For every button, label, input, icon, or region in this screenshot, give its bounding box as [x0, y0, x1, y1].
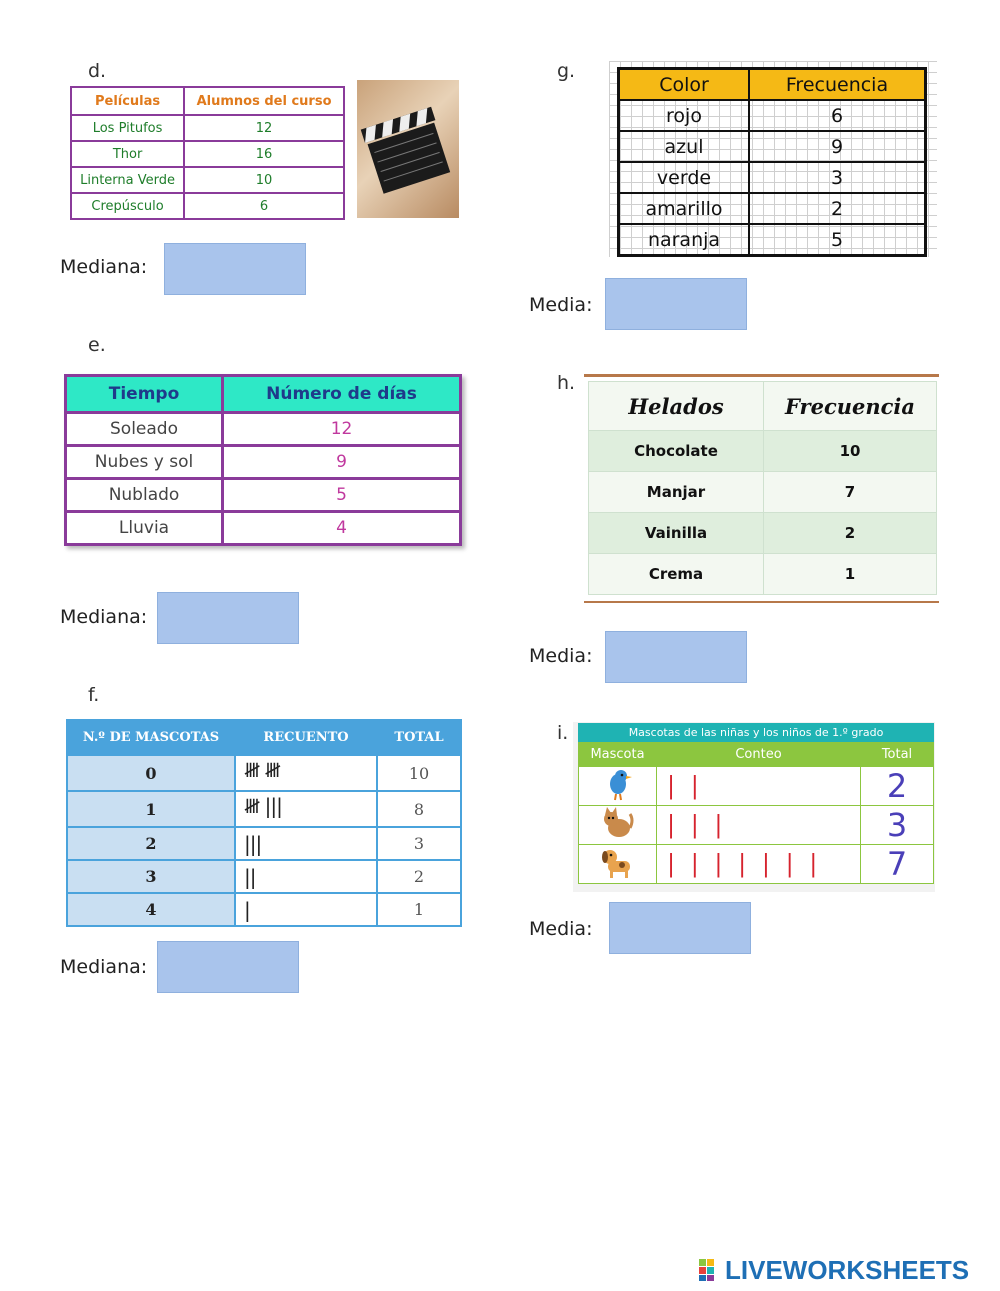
table-row — [619, 131, 926, 162]
table-cell: 3 — [749, 162, 926, 193]
tally-marks: || — [235, 860, 377, 893]
table-cell: 5 — [223, 479, 461, 512]
divider — [584, 601, 939, 603]
table-cell: Manjar — [589, 472, 764, 513]
exercise-g-letter: g. — [557, 60, 576, 82]
table-row — [589, 554, 937, 595]
table-row — [579, 767, 934, 806]
table-row — [619, 100, 926, 131]
table-g-header-frequency: Frecuencia — [749, 69, 926, 101]
table-cell: 9 — [223, 446, 461, 479]
table-row — [619, 162, 926, 193]
table-cell: verde — [619, 162, 750, 193]
answer-label-f: Mediana: — [60, 956, 148, 978]
cat-icon — [579, 806, 657, 845]
table-row — [71, 115, 344, 141]
table-row — [579, 806, 934, 845]
table-h — [588, 381, 937, 595]
tally-marks: | | | | | | | — [657, 845, 861, 884]
table-cell: Vainilla — [589, 513, 764, 554]
table-cell: 2 — [749, 193, 926, 224]
tally-marks: | | | — [657, 806, 861, 845]
answer-label-d: Mediana: — [60, 256, 148, 278]
table-h-header-ice-cream: Helados — [589, 382, 764, 431]
exercise-e-letter: e. — [88, 334, 106, 356]
table-cell: Crepúsculo — [71, 193, 184, 219]
table-f-header-pets: N.º DE MASCOTAS — [67, 720, 235, 755]
table-g — [617, 67, 927, 257]
table-row — [67, 893, 461, 926]
table-cell: 10 — [184, 167, 344, 193]
table-i-title: Mascotas de las niñas y los niños de 1.º grado — [578, 723, 934, 742]
exercise-h-letter: h. — [557, 372, 576, 394]
table-g-header-color: Color — [619, 69, 750, 101]
answer-input-f[interactable] — [157, 941, 299, 993]
divider — [584, 374, 939, 377]
tally-marks: ||| — [235, 827, 377, 860]
table-cell: 9 — [749, 131, 926, 162]
table-cell: 4 — [67, 893, 235, 926]
dog-icon — [579, 845, 657, 884]
table-row — [67, 860, 461, 893]
table-row — [66, 479, 461, 512]
logo-text: LIVEWORKSHEETS — [725, 1255, 970, 1285]
bird-icon — [579, 767, 657, 806]
table-cell: 1 — [377, 893, 461, 926]
table-cell: 3 — [861, 806, 934, 845]
answer-label-i: Media: — [529, 918, 593, 940]
table-cell: naranja — [619, 224, 750, 256]
table-row — [66, 446, 461, 479]
table-cell: 3 — [67, 860, 235, 893]
table-cell: 8 — [377, 791, 461, 827]
table-f — [66, 719, 462, 927]
table-row — [589, 472, 937, 513]
table-cell: 12 — [223, 413, 461, 446]
exercise-i-letter: i. — [557, 722, 569, 744]
table-i-header-count: Conteo — [657, 743, 861, 767]
table-cell: 6 — [184, 193, 344, 219]
table-cell: 2 — [377, 860, 461, 893]
table-row — [67, 755, 461, 791]
tally-marks: 𝍸 ||| — [235, 791, 377, 827]
table-cell: 2 — [861, 767, 934, 806]
table-cell: Linterna Verde — [71, 167, 184, 193]
table-row — [66, 413, 461, 446]
answer-label-e: Mediana: — [60, 606, 148, 628]
table-row — [579, 845, 934, 884]
table-f-header-count: RECUENTO — [235, 720, 377, 755]
answer-input-i[interactable] — [609, 902, 751, 954]
table-cell: Lluvia — [66, 512, 223, 545]
table-cell: 5 — [749, 224, 926, 256]
table-cell: 0 — [67, 755, 235, 791]
table-row — [589, 513, 937, 554]
answer-input-h[interactable] — [605, 631, 747, 683]
table-cell: 3 — [377, 827, 461, 860]
table-cell: 10 — [764, 431, 937, 472]
table-cell: 10 — [377, 755, 461, 791]
exercise-d-letter: d. — [88, 60, 107, 82]
table-row — [67, 827, 461, 860]
table-cell: 4 — [223, 512, 461, 545]
tally-marks: 𝍸 𝍸 — [235, 755, 377, 791]
table-cell: Nubes y sol — [66, 446, 223, 479]
table-cell: 2 — [764, 513, 937, 554]
answer-label-g: Media: — [529, 294, 593, 316]
table-cell: 7 — [764, 472, 937, 513]
table-d-header-students: Alumnos del curso — [184, 87, 344, 115]
table-cell: 16 — [184, 141, 344, 167]
clapperboard-icon — [357, 80, 459, 218]
table-row — [71, 193, 344, 219]
answer-input-e[interactable] — [157, 592, 299, 644]
tally-marks: | | — [657, 767, 861, 806]
table-row — [67, 791, 461, 827]
table-d-header-movies: Películas — [71, 87, 184, 115]
table-row — [619, 224, 926, 256]
table-i-header-total: Total — [861, 743, 934, 767]
table-row — [66, 512, 461, 545]
table-cell: Nublado — [66, 479, 223, 512]
table-cell: Crema — [589, 554, 764, 595]
table-cell: Chocolate — [589, 431, 764, 472]
liveworksheets-logo-icon — [699, 1259, 723, 1281]
answer-label-h: Media: — [529, 645, 593, 667]
table-e — [64, 374, 462, 546]
table-row — [71, 167, 344, 193]
table-cell: 2 — [67, 827, 235, 860]
table-cell: 1 — [67, 791, 235, 827]
table-d — [70, 86, 345, 220]
table-cell: Thor — [71, 141, 184, 167]
answer-input-d[interactable] — [164, 243, 306, 295]
table-cell: 12 — [184, 115, 344, 141]
table-h-header-frequency: Frecuencia — [764, 382, 937, 431]
tally-marks: | — [235, 893, 377, 926]
table-row — [589, 431, 937, 472]
table-e-header-weather: Tiempo — [66, 376, 223, 413]
answer-input-g[interactable] — [605, 278, 747, 330]
table-cell: 6 — [749, 100, 926, 131]
table-i-header-pet: Mascota — [579, 743, 657, 767]
table-row — [619, 193, 926, 224]
table-cell: 7 — [861, 845, 934, 884]
table-cell: amarillo — [619, 193, 750, 224]
table-i — [578, 742, 934, 884]
table-cell: Soleado — [66, 413, 223, 446]
table-cell: Los Pitufos — [71, 115, 184, 141]
table-e-header-days: Número de días — [223, 376, 461, 413]
table-cell: 1 — [764, 554, 937, 595]
table-cell: azul — [619, 131, 750, 162]
table-cell: rojo — [619, 100, 750, 131]
exercise-f-letter: f. — [88, 684, 100, 706]
table-f-header-total: TOTAL — [377, 720, 461, 755]
table-row — [71, 141, 344, 167]
